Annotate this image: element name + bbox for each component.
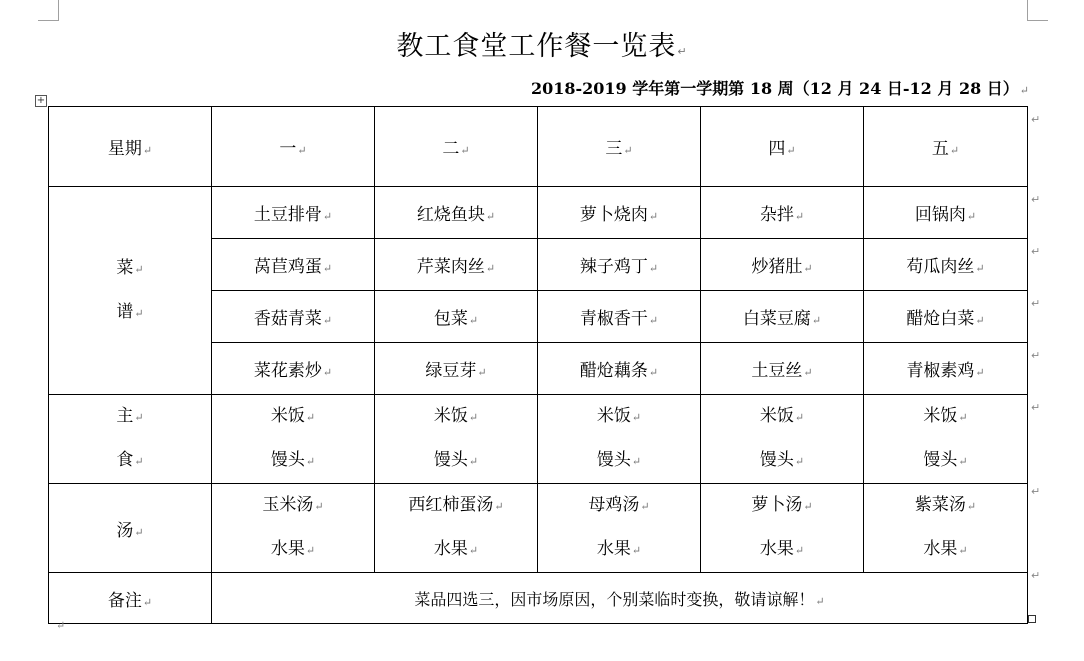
table-move-handle-icon[interactable]: + — [36, 95, 46, 106]
soup-cell[interactable]: 西红柿蛋汤↵ 水果↵ — [375, 484, 538, 573]
dish-cell[interactable]: 回锅肉↵ — [864, 187, 1028, 239]
dish-cell[interactable]: 土豆排骨↵ — [212, 187, 375, 239]
dish-cell[interactable]: 土豆丝↵ — [701, 343, 864, 395]
header-row — [49, 107, 1028, 187]
day-cell[interactable]: 二↵ — [375, 107, 538, 187]
row-end-mark: ↵ — [1031, 401, 1041, 414]
soup-cell[interactable]: 玉米汤↵ 水果↵ — [212, 484, 375, 573]
dish-cell[interactable]: 绿豆芽↵ — [375, 343, 538, 395]
soup-row — [49, 484, 1028, 573]
menu-table — [48, 106, 1028, 624]
dish-cell[interactable]: 莴苣鸡蛋↵ — [212, 239, 375, 291]
page-corner-mark-left — [38, 0, 59, 21]
row-end-mark: ↵ — [1031, 245, 1041, 258]
staple-cell[interactable]: 米饭↵ 馒头↵ — [864, 395, 1028, 484]
paragraph-end-mark: ↵ — [56, 619, 66, 632]
staple-cell[interactable]: 米饭↵ 馒头↵ — [212, 395, 375, 484]
dish-cell[interactable]: 青椒素鸡↵ — [864, 343, 1028, 395]
dish-cell[interactable]: 香菇青菜↵ — [212, 291, 375, 343]
day-cell[interactable]: 五↵ — [864, 107, 1028, 187]
dish-cell[interactable]: 白菜豆腐↵ — [701, 291, 864, 343]
dish-cell[interactable]: 萝卜烧肉↵ — [538, 187, 701, 239]
staple-cell[interactable]: 米饭↵ 馒头↵ — [375, 395, 538, 484]
dish-cell[interactable]: 醋炝藕条↵ — [538, 343, 701, 395]
note-label-cell[interactable]: 备注↵ — [49, 573, 212, 624]
day-cell[interactable]: 三↵ — [538, 107, 701, 187]
soup-cell[interactable]: 紫菜汤↵ 水果↵ — [864, 484, 1028, 573]
row-end-mark: ↵ — [1031, 193, 1041, 206]
header-label-cell[interactable]: 星期↵ — [49, 107, 212, 187]
page-corner-mark-right — [1027, 0, 1048, 21]
soup-label-cell[interactable]: 汤↵ — [49, 484, 212, 573]
dish-cell[interactable]: 醋炝白菜↵ — [864, 291, 1028, 343]
document-subtitle: 2018-2019 学年第一学期第 18 周（12 月 24 日-12 月 28 日）↵ — [530, 79, 1029, 98]
dish-cell[interactable]: 炒猪肚↵ — [701, 239, 864, 291]
row-end-mark: ↵ — [1031, 113, 1041, 126]
dish-cell[interactable]: 杂拌↵ — [701, 187, 864, 239]
row-end-mark: ↵ — [1031, 297, 1041, 310]
day-cell[interactable]: 一↵ — [212, 107, 375, 187]
row-end-mark: ↵ — [1031, 349, 1041, 362]
staple-cell[interactable]: 米饭↵ 馒头↵ — [701, 395, 864, 484]
dish-cell[interactable]: 菜花素炒↵ — [212, 343, 375, 395]
table-resize-handle-icon[interactable] — [1028, 615, 1036, 623]
note-row — [49, 573, 1028, 624]
dish-row — [49, 187, 1028, 239]
staple-row — [49, 395, 1028, 484]
row-end-mark: ↵ — [1031, 485, 1041, 498]
dishes-label-cell[interactable]: 菜↵ 谱↵ — [49, 187, 212, 395]
dish-cell[interactable]: 包菜↵ — [375, 291, 538, 343]
staple-label-cell[interactable]: 主↵ 食↵ — [49, 395, 212, 484]
dish-cell[interactable]: 红烧鱼块↵ — [375, 187, 538, 239]
row-end-mark: ↵ — [1031, 569, 1041, 582]
dish-cell[interactable]: 辣子鸡丁↵ — [538, 239, 701, 291]
dish-cell[interactable]: 苟瓜肉丝↵ — [864, 239, 1028, 291]
soup-cell[interactable]: 萝卜汤↵ 水果↵ — [701, 484, 864, 573]
document-title: 教工食堂工作餐一览表↵ — [396, 31, 688, 62]
soup-cell[interactable]: 母鸡汤↵ 水果↵ — [538, 484, 701, 573]
dish-cell[interactable]: 青椒香干↵ — [538, 291, 701, 343]
staple-cell[interactable]: 米饭↵ 馒头↵ — [538, 395, 701, 484]
dish-cell[interactable]: 芹菜肉丝↵ — [375, 239, 538, 291]
day-cell[interactable]: 四↵ — [701, 107, 864, 187]
note-cell[interactable]: 菜品四选三，因市场原因，个别菜临时变换，敬请谅解！↵ — [212, 573, 1028, 624]
